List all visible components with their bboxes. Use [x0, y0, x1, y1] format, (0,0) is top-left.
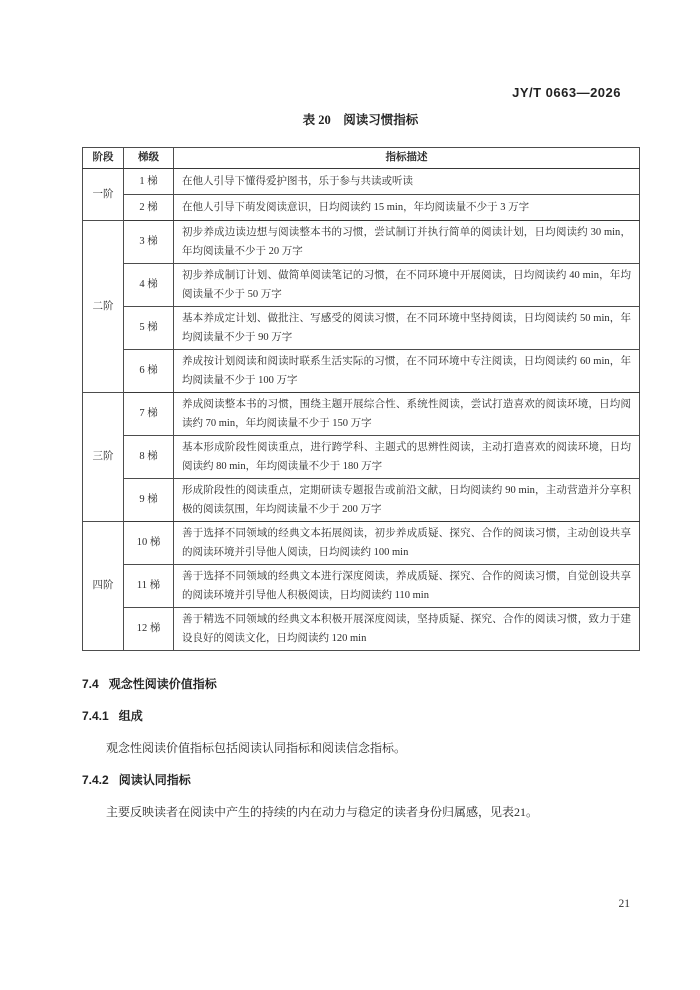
table-title: 表 20 阅读习惯指标 — [302, 113, 419, 127]
level-cell-8: 8 梯 — [124, 436, 174, 479]
table-row — [83, 195, 640, 221]
table-row — [83, 608, 640, 651]
desc-cell-9: 形成阶段性的阅读重点，定期研读专题报告或前沿文献，日均阅读约 90 min，主动营造并分享积极的阅读氛围，年均阅读量不少于 200 万字 — [174, 479, 640, 522]
content-area — [82, 86, 639, 837]
table-header-row — [83, 148, 640, 169]
table-row — [83, 436, 640, 479]
level-cell-11: 11 梯 — [124, 565, 174, 608]
column-header-level: 梯级 — [124, 148, 174, 169]
table-row — [83, 522, 640, 565]
reading-habit-indicator-table — [82, 147, 640, 651]
level-cell-12: 12 梯 — [124, 608, 174, 651]
standard-number: JY/T 0663—2026 — [512, 85, 621, 100]
section-number: 7.4.2 — [82, 773, 109, 787]
level-cell-4: 4 梯 — [124, 264, 174, 307]
table-row — [83, 479, 640, 522]
stage-cell-1: 一阶 — [83, 169, 124, 221]
table-row — [83, 350, 640, 393]
level-cell-2: 2 梯 — [124, 195, 174, 221]
section-heading-7-4-1 — [82, 709, 639, 723]
desc-cell-6: 养成按计划阅读和阅读时联系生活实际的习惯，在不同环境中专注阅读，日均阅读约 60 min，年均阅读量不少于 100 万字 — [174, 350, 640, 393]
section-title: 组成 — [118, 709, 143, 723]
table-row — [83, 169, 640, 195]
table-row — [83, 264, 640, 307]
level-cell-7: 7 梯 — [124, 393, 174, 436]
body-sections — [82, 677, 639, 819]
level-cell-6: 6 梯 — [124, 350, 174, 393]
table-row — [83, 307, 640, 350]
table-row — [83, 565, 640, 608]
level-cell-10: 10 梯 — [124, 522, 174, 565]
section-title: 观念性阅读价值指标 — [108, 677, 217, 691]
level-cell-9: 9 梯 — [124, 479, 174, 522]
section-number: 7.4.1 — [82, 709, 109, 723]
desc-cell-8: 基本形成阶段性阅读重点，进行跨学科、主题式的思辨性阅读，主动打造喜欢的阅读环境，日均阅读约 80 min，年均阅读量不少于 180 万字 — [174, 436, 640, 479]
section-title: 阅读认同指标 — [118, 773, 191, 787]
column-header-description: 指标描述 — [174, 148, 640, 169]
page-number: 21 — [618, 898, 630, 910]
level-cell-5: 5 梯 — [124, 307, 174, 350]
desc-cell-1: 在他人引导下懂得爱护图书，乐于参与共读或听读 — [174, 169, 640, 195]
stage-cell-3: 三阶 — [83, 393, 124, 522]
column-header-stage: 阶段 — [83, 148, 124, 169]
desc-cell-3: 初步养成边读边想与阅读整本书的习惯，尝试制订并执行简单的阅读计划，日均阅读约 30 min，年均阅读量不少于 20 万字 — [174, 221, 640, 264]
table-row — [83, 393, 640, 436]
paragraph-7-4-1: 观念性阅读价值指标包括阅读认同指标和阅读信念指标。 — [106, 741, 407, 755]
section-heading-7-4-2 — [82, 773, 639, 787]
stage-cell-2: 二阶 — [83, 221, 124, 393]
paragraph-7-4-2: 主要反映读者在阅读中产生的持续的内在动力与稳定的读者身份归属感，见表21。 — [106, 805, 539, 819]
desc-cell-2: 在他人引导下萌发阅读意识，日均阅读约 15 min，年均阅读量不少于 3 万字 — [174, 195, 640, 221]
desc-cell-12: 善于精选不同领域的经典文本积极开展深度阅读，坚持质疑、探究、合作的阅读习惯，致力于建设良好的阅读文化，日均阅读约 120 min — [174, 608, 640, 651]
section-heading-7-4 — [82, 677, 639, 691]
desc-cell-7: 养成阅读整本书的习惯，围绕主题开展综合性、系统性阅读，尝试打造喜欢的阅读环境，日均阅读约 70 min，年均阅读量不少于 150 万字 — [174, 393, 640, 436]
level-cell-1: 1 梯 — [124, 169, 174, 195]
desc-cell-10: 善于选择不同领域的经典文本拓展阅读，初步养成质疑、探究、合作的阅读习惯，主动创设共享的阅读环境并引导他人阅读，日均阅读约 100 min — [174, 522, 640, 565]
desc-cell-4: 初步养成制订计划、做简单阅读笔记的习惯，在不同环境中开展阅读，日均阅读约 40 min，年均阅读量不少于 50 万字 — [174, 264, 640, 307]
desc-cell-11: 善于选择不同领域的经典文本进行深度阅读，养成质疑、探究、合作的阅读习惯，自觉创设共享的阅读环境并引导他人积极阅读，日均阅读约 110 min — [174, 565, 640, 608]
stage-cell-4: 四阶 — [83, 522, 124, 651]
section-number: 7.4 — [82, 677, 99, 691]
desc-cell-5: 基本养成定计划、做批注、写感受的阅读习惯，在不同环境中坚持阅读，日均阅读约 50 min，年均阅读量不少于 90 万字 — [174, 307, 640, 350]
level-cell-3: 3 梯 — [124, 221, 174, 264]
table-row — [83, 221, 640, 264]
